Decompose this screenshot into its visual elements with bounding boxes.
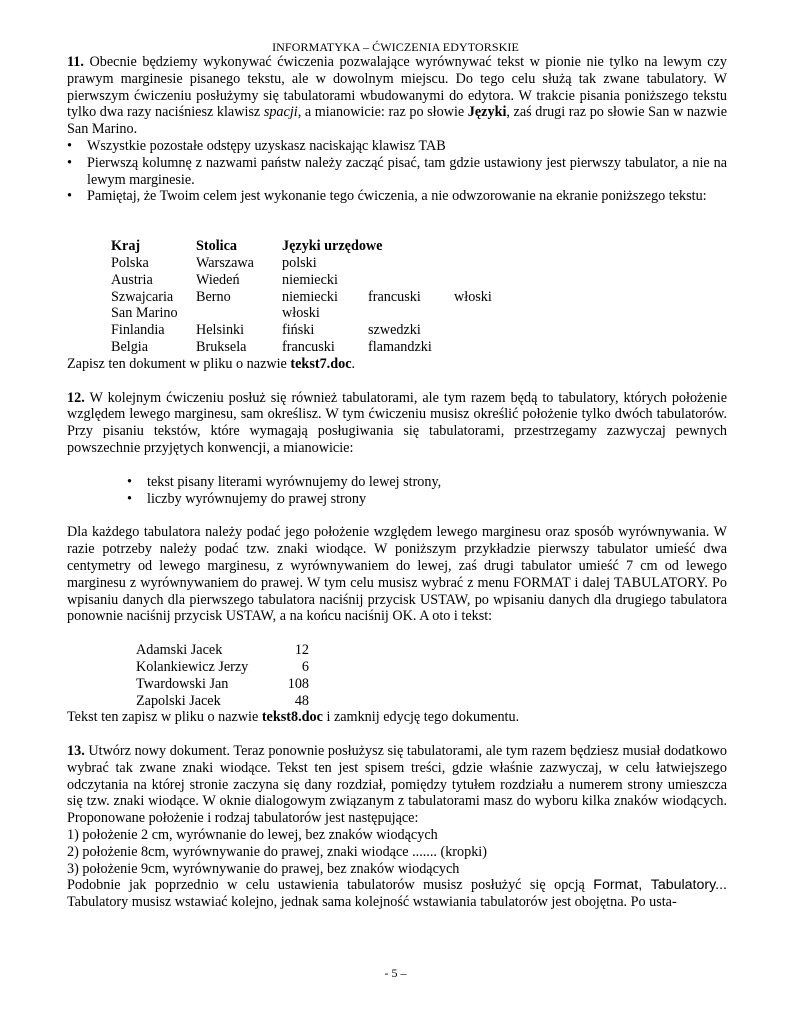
spacer <box>67 726 727 743</box>
section-13-outro: Podobnie jak poprzednio w celu ustawienia tabulatorów musisz posłużyć się opcją Format, Tabulatory... Tabulatory musisz wstawiać kolejno, jednak sama kolejność wstawiania tabulatorów jest obojętna. Po usta- <box>67 877 727 911</box>
countries-table <box>111 238 534 356</box>
table-row: Polska Warszawa polski <box>111 254 317 271</box>
list-item: • Pamiętaj, że Twoim celem jest wykonanie tego ćwiczenia, a nie odwzorowanie na ekranie poniższego tekstu: <box>67 188 707 205</box>
table-row: Finlandia Helsinki fiński szwedzki <box>111 322 421 339</box>
table-row: Austria Wiedeń niemiecki <box>111 271 338 288</box>
table-row: Twardowski Jan 108 <box>136 675 309 692</box>
section-13-line: 2) położenie 8cm, wyrównywanie do prawej, znaki wiodące ....... (kropki) <box>67 843 487 860</box>
bullet-icon: • <box>67 154 72 171</box>
section-number: 12. <box>67 389 85 406</box>
section-13-intro: 13. Utwórz nowy dokument. Teraz ponownie posłużysz się tabulatorami, ale tym razem będziesz musiał dodatkowo wybrać tak zwane znaki wiodące. Tekst ten jest spisem treści, gdzie właśnie zazwyczaj, w celu łatwiejszego odczytania na której stronie zaczyna się dany rozdział, pomiędzy tytułem rozdziału a numerem strony umieszcza się tzw. znaki wiodące. W oknie dialogowym związanym z tabulatorami masz do wyboru kilka znaków wiodących. Proponowane położenie i rodzaj tabulatorów jest następujące: <box>67 743 727 827</box>
table-header-cell: Języki urzędowe <box>282 238 383 255</box>
bullet-icon: • <box>67 188 72 205</box>
list-item: • tekst pisany literami wyrównujemy do lewej strony, <box>127 473 442 490</box>
bullet-icon: • <box>127 473 132 490</box>
table-row: Zapolski Jacek 48 <box>136 692 309 709</box>
section-number: 11. <box>67 54 84 70</box>
list-item: • liczby wyrównujemy do prawej strony <box>127 490 367 507</box>
list-item: • Pierwszą kolumnę z nazwami państw należy zacząć pisać, tam gdzie ustawiony jest pierwszy tabulator, a nie na lewym marginesie. <box>67 154 727 188</box>
section-11-bullets <box>67 138 727 205</box>
section-13-line: 3) położenie 9cm, wyrównywanie do prawej, bez znaków wiodących <box>67 860 460 877</box>
menu-reference: Format, Tabulatory... <box>593 877 727 894</box>
table-header-cell: Stolica <box>196 238 237 255</box>
bullet-icon: • <box>67 137 72 154</box>
table-row: San Marino włoski <box>111 305 320 322</box>
filename: tekst8.doc <box>261 709 323 726</box>
page-content <box>67 54 727 911</box>
spacer <box>67 373 727 390</box>
spacer <box>67 625 727 642</box>
section-12-intro: 12. W kolejnym ćwiczeniu posłuż się również tabulatorami, ale tym razem będą to tabulatory, których położenie względem lewego marginesu, sam określisz. W tym ćwiczeniu musisz określić położenie tylko dwóch tabulatorów. Przy pisaniu tekstów, które wymagają posługiwania się tabulatorami, przestrzegamy zazwyczaj pewnych powszechnie przyjętych konwencji, a mianowicie: <box>67 389 727 456</box>
section-number: 13. <box>67 743 85 760</box>
section-13-line: 1) położenie 2 cm, wyrównanie do lewej, bez znaków wiodących <box>67 827 438 844</box>
section-12-save: Tekst ten zapisz w pliku o nazwie tekst8.doc i zamknij edycję tego dokumentu. <box>67 709 520 726</box>
page-number: - 5 – <box>384 966 407 980</box>
filename: tekst7.doc <box>290 355 352 372</box>
bullet-icon: • <box>127 490 132 507</box>
table-header-row <box>111 238 534 255</box>
list-item: • Wszystkie pozostałe odstępy uzyskasz naciskając klawisz TAB <box>67 137 446 154</box>
page-header: INFORMATYKA – ĆWICZENIA EDYTORSKIE <box>272 40 519 54</box>
spacer <box>67 507 727 524</box>
section-11-intro: 11. Obecnie będziemy wykonywać ćwiczenia pozwalające wyrównywać tekst w pionie nie tylko na lewym czy prawym marginesie pisanego tekstu, ale w dowolnym miejscu. Do tego celu służą tak zwane tabulatory. W pierwszym ćwiczeniu posłużymy się tabulatorami wbudowanymi do edytora. W trakcie pisania poniższego tekstu tylko dwa razy naciśniesz klawisz spacji, a mianowicie: raz po słowie Języki, zaś drugi raz po słowie San w nazwie San Marino. <box>67 54 727 138</box>
names-table <box>136 642 309 709</box>
table-header-cell: Kraj <box>111 238 141 255</box>
spacer <box>67 205 727 238</box>
table-row: Kolankiewicz Jerzy 6 <box>136 658 309 675</box>
table-row: Szwajcaria Berno niemiecki francuski włoski <box>111 288 492 305</box>
spacer <box>67 457 727 474</box>
section-12-instructions: Dla każdego tabulatora należy podać jego położenie względem lewego marginesu oraz sposób wyrównywania. W razie potrzeby należy podać tzw. znaki wiodące. W poniższym przykładzie pierwszy tabulator umieść dwa centymetry od lewego marginesu, z wyrównywaniem do lewej, zaś drugi tabulator umieść 7 cm od lewego marginesu z wyrównywaniem do prawej. W tym celu musisz wybrać z menu FORMAT i dalej TABULATORY. Po wpisaniu danych dla pierwszego tabulatora naciśnij przycisk USTAW, po wpisaniu danych dla drugiego tabulatora ponownie naciśnij przycisk USTAW, a na końcu naciśnij OK. A oto i tekst: <box>67 524 727 625</box>
section-12-bullets <box>127 474 727 508</box>
table-row: Belgia Bruksela francuski flamandzki <box>111 338 432 355</box>
section-11-save: Zapisz ten dokument w pliku o nazwie tekst7.doc. <box>67 355 356 372</box>
table-row: Adamski Jacek 12 <box>136 642 309 659</box>
